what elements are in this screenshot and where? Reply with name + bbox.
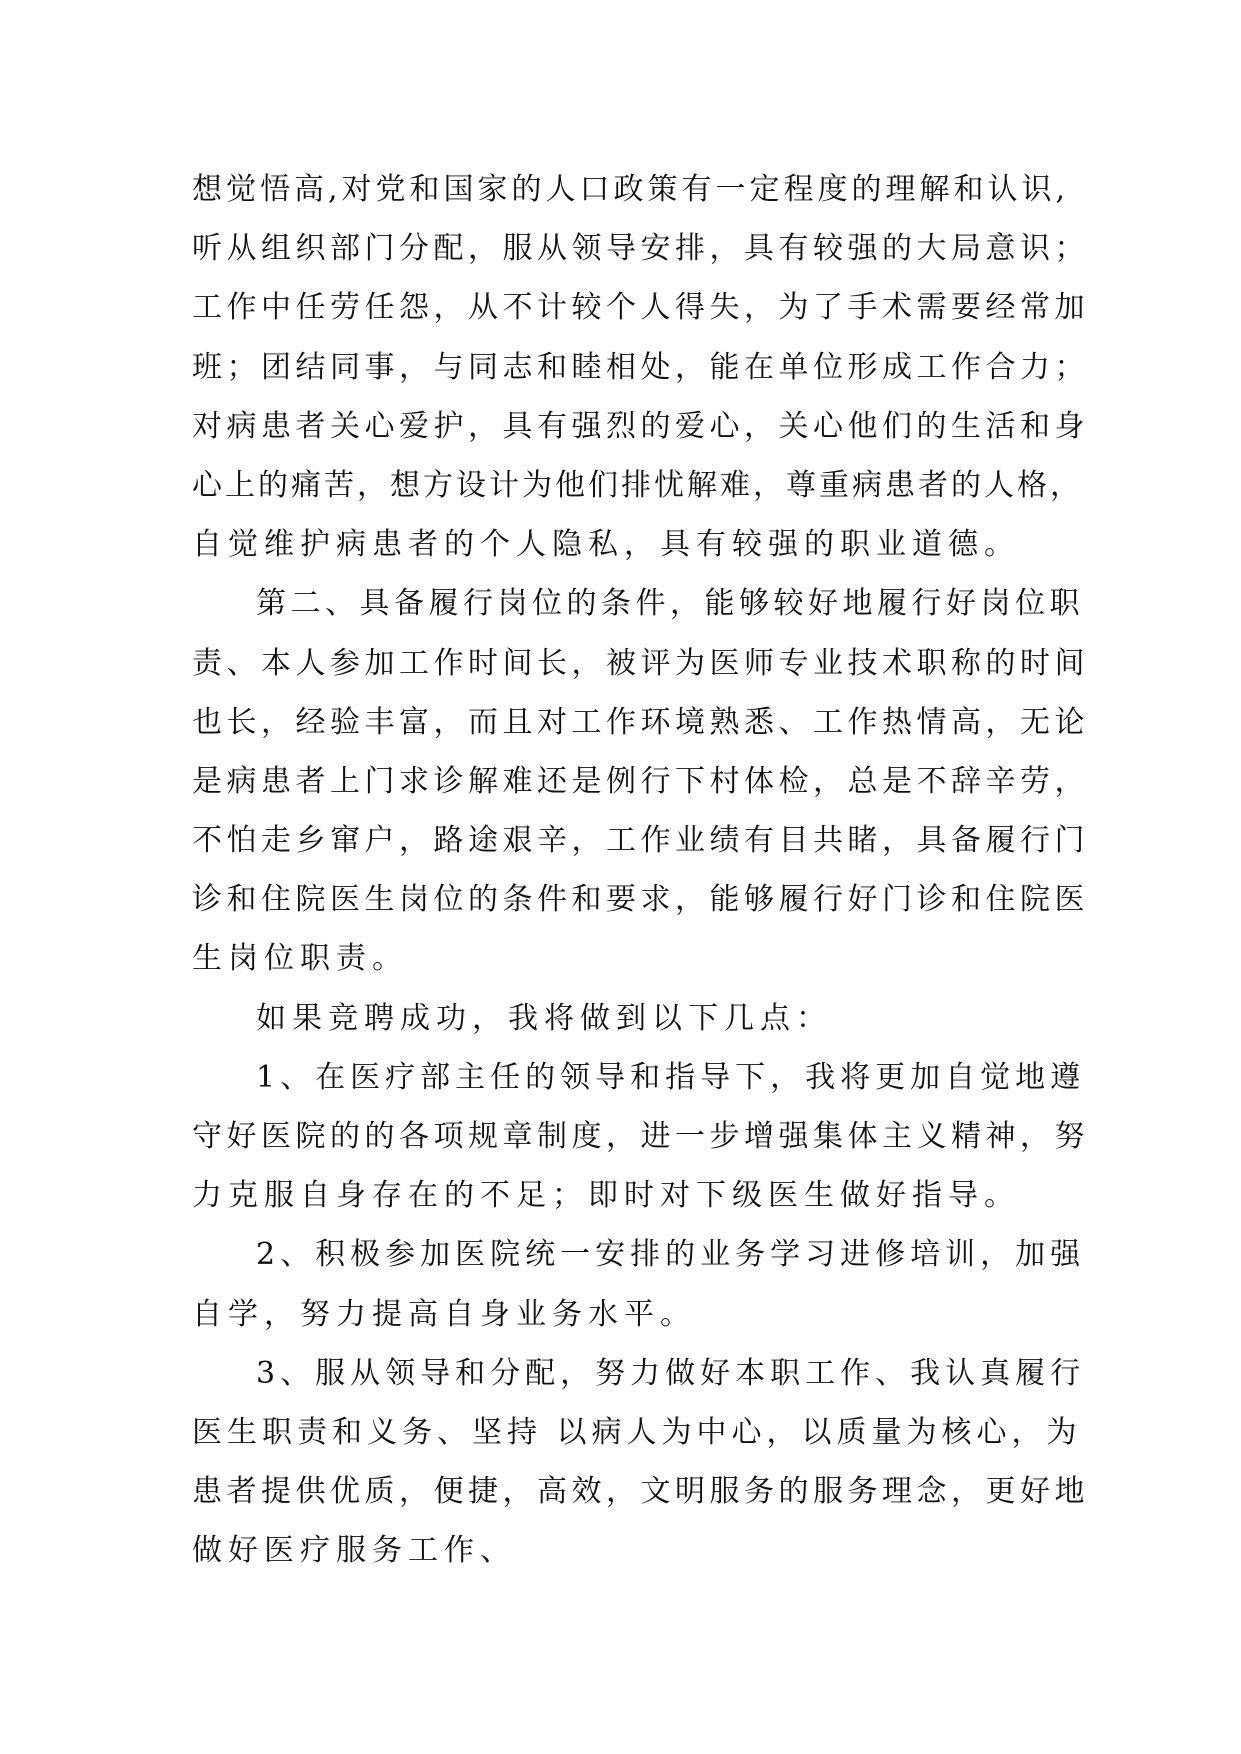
text-line: 心上的痛苦，想方设计为他们排忧解难，尊重病患者的人格， <box>192 467 1083 503</box>
text-line: 医生职责和义务、坚持 以病人为中心，以质量为核心，为 <box>192 1414 1082 1450</box>
text-line: 自学，努力提高自身业务水平。 <box>192 1296 696 1332</box>
text-line: 自觉维护病患者的个人隐私，具有较强的职业道德。 <box>192 527 1020 563</box>
text-line: 力克服自身存在的不足；即时对下级医生做好指导。 <box>192 1178 1020 1214</box>
paragraph-first-line: 如果竞聘成功，我将做到以下几点： <box>256 1000 832 1036</box>
text-line: 做好医疗服务工作、 <box>192 1533 516 1569</box>
text-line: 是病患者上门求诊解难还是例行下村体检，总是不辞辛劳， <box>192 763 1089 799</box>
text-line: 患者提供优质，便捷，高效，文明服务的服务理念，更好地 <box>192 1474 1089 1510</box>
text-line: 对病患者关心爱护，具有强烈的爱心，关心他们的生活和身 <box>192 408 1089 444</box>
text-line: 诊和住院医生岗位的条件和要求，能够履行好门诊和住院医 <box>192 882 1089 918</box>
text-line: 工作中任劳任怨，从不计较个人得失，为了手术需要经常加 <box>192 290 1089 326</box>
text-line: 生岗位职责。 <box>192 941 408 977</box>
text-line: 责、本人参加工作时间长，被评为医师专业技术职称的时间 <box>192 645 1089 681</box>
text-line: 守好医院的的各项规章制度，进一步增强集体主义精神，努 <box>192 1119 1089 1154</box>
list-item-first-line: 2、积极参加医院统一安排的业务学习进修培训，加强 <box>256 1237 1086 1273</box>
list-item-first-line: 1、在医疗部主任的领导和指导下，我将更加自觉地遵 <box>256 1059 1086 1095</box>
text-line: 想觉悟高,对党和国家的人口政策有一定程度的理解和认识, <box>192 172 1070 207</box>
document-body <box>192 160 1092 1581</box>
text-line: 不怕走乡窜户，路途艰辛，工作业绩有目共睹，具备履行门 <box>192 823 1089 859</box>
paragraph-first-line: 第二、具备履行岗位的条件，能够较好地履行好岗位职 <box>256 586 1084 622</box>
list-item-first-line: 3、服从领导和分配，努力做好本职工作、我认真履行 <box>256 1355 1086 1391</box>
text-line: 也长，经验丰富，而且对工作环境熟悉、工作热情高，无论 <box>192 704 1089 740</box>
text-line: 班；团结同事，与同志和睦相处，能在单位形成工作合力； <box>192 349 1089 385</box>
text-line: 听从组织部门分配，服从领导安排，具有较强的大局意识； <box>192 231 1089 267</box>
